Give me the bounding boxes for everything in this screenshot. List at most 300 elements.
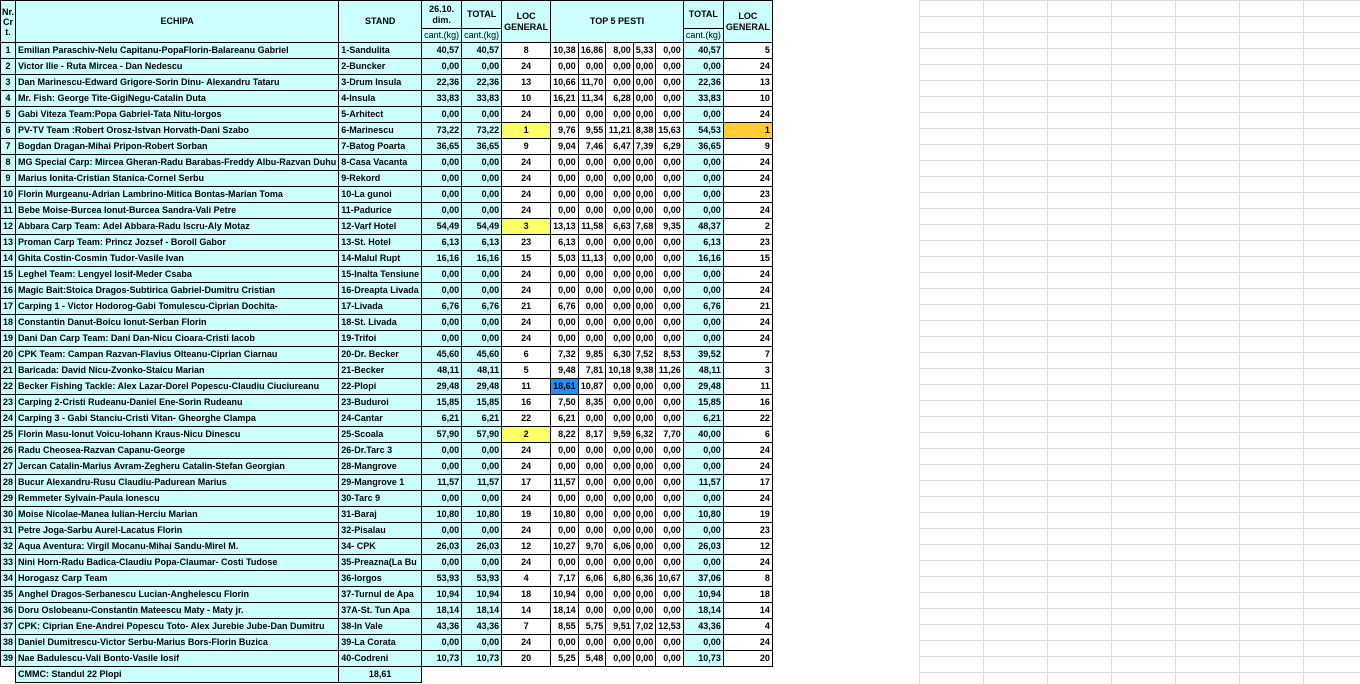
- cell-total-2[interactable]: 39,52: [683, 347, 723, 363]
- cell-fish-3[interactable]: 0,00: [606, 315, 634, 331]
- cell-fish-2[interactable]: 0,00: [578, 235, 606, 251]
- cell-fish-4[interactable]: 7,52: [633, 347, 656, 363]
- cell-fish-3[interactable]: 0,00: [606, 59, 634, 75]
- cell-fish-5[interactable]: 12,53: [656, 619, 684, 635]
- cell-fish-3[interactable]: 8,00: [606, 43, 634, 59]
- cell-fish-2[interactable]: 0,00: [578, 603, 606, 619]
- cell-loc-general-1[interactable]: 3: [502, 219, 551, 235]
- cell-fish-5[interactable]: 0,00: [656, 43, 684, 59]
- cell-nr[interactable]: 35: [1, 587, 16, 603]
- cell-fish-4[interactable]: 0,00: [633, 75, 656, 91]
- cell-total-2[interactable]: 43,36: [683, 619, 723, 635]
- cell-total-2[interactable]: 0,00: [683, 171, 723, 187]
- cell-stand[interactable]: 17-Livada: [339, 299, 422, 315]
- cell-loc-general-1[interactable]: 23: [502, 235, 551, 251]
- cell-stand[interactable]: 28-Mangrove: [339, 459, 422, 475]
- cell-fish-3[interactable]: 0,00: [606, 491, 634, 507]
- cell-loc-general-2[interactable]: 17: [723, 475, 772, 491]
- cell-fish-3[interactable]: 0,00: [606, 587, 634, 603]
- cell-loc-general-1[interactable]: 16: [502, 395, 551, 411]
- cell-fish-3[interactable]: 0,00: [606, 235, 634, 251]
- cell-total-2[interactable]: 6,76: [683, 299, 723, 315]
- cell-nr[interactable]: 4: [1, 91, 16, 107]
- cell-nr[interactable]: 13: [1, 235, 16, 251]
- cell-echipa[interactable]: Ghita Costin-Cosmin Tudor-Vasile Ivan: [16, 251, 339, 267]
- cell-fish-1[interactable]: 6,21: [551, 411, 579, 427]
- cell-date-qty[interactable]: 10,73: [422, 651, 462, 667]
- cell-loc-general-1[interactable]: 2: [502, 427, 551, 443]
- cell-fish-5[interactable]: 0,00: [656, 523, 684, 539]
- cell-echipa[interactable]: Petre Joga-Sarbu Aurel-Lacatus Florin: [16, 523, 339, 539]
- cell-echipa[interactable]: Nini Horn-Radu Badica-Claudiu Popa-Claumar- Costi Tudose: [16, 555, 339, 571]
- cell-fish-5[interactable]: 11,26: [656, 363, 684, 379]
- cell-loc-general-2[interactable]: 24: [723, 171, 772, 187]
- cell-fish-5[interactable]: 0,00: [656, 491, 684, 507]
- cell-fish-2[interactable]: 7,46: [578, 139, 606, 155]
- cell-loc-general-2[interactable]: 19: [723, 507, 772, 523]
- cell-date-qty[interactable]: 0,00: [422, 555, 462, 571]
- cell-date-qty[interactable]: 53,93: [422, 571, 462, 587]
- cell-fish-1[interactable]: 13,13: [551, 219, 579, 235]
- cell-echipa[interactable]: Radu Cheosea-Razvan Capanu-George: [16, 443, 339, 459]
- cell-stand[interactable]: 25-Scoala: [339, 427, 422, 443]
- cell-date-qty[interactable]: 40,57: [422, 43, 462, 59]
- cell-loc-general-1[interactable]: 7: [502, 619, 551, 635]
- cell-loc-general-2[interactable]: 6: [723, 427, 772, 443]
- cell-fish-1[interactable]: 10,27: [551, 539, 579, 555]
- cell-fish-2[interactable]: 0,00: [578, 171, 606, 187]
- cell-nr[interactable]: 26: [1, 443, 16, 459]
- cell-fish-5[interactable]: 0,00: [656, 267, 684, 283]
- cell-fish-3[interactable]: 0,00: [606, 155, 634, 171]
- cell-fish-2[interactable]: 9,85: [578, 347, 606, 363]
- cell-fish-3[interactable]: 0,00: [606, 379, 634, 395]
- cell-loc-general-1[interactable]: 22: [502, 411, 551, 427]
- cell-loc-general-1[interactable]: 10: [502, 91, 551, 107]
- cell-echipa[interactable]: Dan Marinescu-Edward Grigore-Sorin Dinu- Alexandru Tataru: [16, 75, 339, 91]
- cell-loc-general-1[interactable]: 13: [502, 75, 551, 91]
- cell-date-qty[interactable]: 36,65: [422, 139, 462, 155]
- cell-loc-general-1[interactable]: 24: [502, 523, 551, 539]
- cell-fish-2[interactable]: 16,86: [578, 43, 606, 59]
- cell-fish-2[interactable]: 0,00: [578, 203, 606, 219]
- cell-total-2[interactable]: 0,00: [683, 155, 723, 171]
- cell-fish-1[interactable]: 0,00: [551, 315, 579, 331]
- cell-total-2[interactable]: 22,36: [683, 75, 723, 91]
- cell-stand[interactable]: 7-Batog Poarta: [339, 139, 422, 155]
- cell-total-2[interactable]: 0,00: [683, 267, 723, 283]
- cell-nr[interactable]: 18: [1, 315, 16, 331]
- cell-loc-general-1[interactable]: 5: [502, 363, 551, 379]
- cell-fish-5[interactable]: 10,67: [656, 571, 684, 587]
- cell-echipa[interactable]: Aqua Aventura: Virgil Mocanu-Mihai Sandu-Mirel M.: [16, 539, 339, 555]
- cell-date-qty[interactable]: 48,11: [422, 363, 462, 379]
- cell-fish-1[interactable]: 16,21: [551, 91, 579, 107]
- cell-total-1[interactable]: 6,21: [462, 411, 502, 427]
- cell-date-qty[interactable]: 26,03: [422, 539, 462, 555]
- cell-echipa[interactable]: Dani Dan Carp Team: Dani Dan-Nicu Cioara-Cristi Iacob: [16, 331, 339, 347]
- cell-fish-2[interactable]: 0,00: [578, 459, 606, 475]
- cell-fish-3[interactable]: 6,28: [606, 91, 634, 107]
- cell-stand[interactable]: 38-In Vale: [339, 619, 422, 635]
- cell-fish-1[interactable]: 11,57: [551, 475, 579, 491]
- cell-total-1[interactable]: 0,00: [462, 203, 502, 219]
- cell-loc-general-2[interactable]: 18: [723, 587, 772, 603]
- cell-fish-2[interactable]: 0,00: [578, 107, 606, 123]
- cell-fish-1[interactable]: 8,22: [551, 427, 579, 443]
- cell-nr[interactable]: 17: [1, 299, 16, 315]
- cell-nr[interactable]: 16: [1, 283, 16, 299]
- cell-echipa[interactable]: Mr. Fish: George Tite-GigiNegu-Catalin Duta: [16, 91, 339, 107]
- cell-total-2[interactable]: 0,00: [683, 283, 723, 299]
- cell-fish-2[interactable]: 11,34: [578, 91, 606, 107]
- cell-fish-1[interactable]: 0,00: [551, 555, 579, 571]
- cell-loc-general-2[interactable]: 14: [723, 603, 772, 619]
- cell-loc-general-2[interactable]: 5: [723, 43, 772, 59]
- cell-fish-2[interactable]: 11,13: [578, 251, 606, 267]
- cell-fish-1[interactable]: 7,50: [551, 395, 579, 411]
- cell-fish-1[interactable]: 5,03: [551, 251, 579, 267]
- cell-nr[interactable]: 8: [1, 155, 16, 171]
- cell-loc-general-2[interactable]: 10: [723, 91, 772, 107]
- cell-fish-4[interactable]: 0,00: [633, 187, 656, 203]
- cell-fish-1[interactable]: 18,14: [551, 603, 579, 619]
- cell-nr[interactable]: 21: [1, 363, 16, 379]
- cell-loc-general-1[interactable]: 24: [502, 187, 551, 203]
- cell-fish-4[interactable]: 0,00: [633, 395, 656, 411]
- cell-loc-general-1[interactable]: 24: [502, 443, 551, 459]
- cell-fish-4[interactable]: 0,00: [633, 171, 656, 187]
- cell-total-1[interactable]: 15,85: [462, 395, 502, 411]
- cell-fish-1[interactable]: 9,48: [551, 363, 579, 379]
- cell-date-qty[interactable]: 45,60: [422, 347, 462, 363]
- cell-stand[interactable]: 34- CPK: [339, 539, 422, 555]
- cell-fish-4[interactable]: 0,00: [633, 459, 656, 475]
- cell-date-qty[interactable]: 0,00: [422, 283, 462, 299]
- cell-echipa[interactable]: Victor Ilie - Ruta Mircea - Dan Nedescu: [16, 59, 339, 75]
- cell-loc-general-2[interactable]: 24: [723, 267, 772, 283]
- cell-echipa[interactable]: Anghel Dragos-Serbanescu Lucian-Anghelescu Florin: [16, 587, 339, 603]
- cell-nr[interactable]: 24: [1, 411, 16, 427]
- cell-total-1[interactable]: 11,57: [462, 475, 502, 491]
- cell-stand[interactable]: 39-La Corata: [339, 635, 422, 651]
- cell-fish-5[interactable]: 6,29: [656, 139, 684, 155]
- cell-date-qty[interactable]: 29,48: [422, 379, 462, 395]
- cell-loc-general-2[interactable]: 22: [723, 411, 772, 427]
- cell-fish-2[interactable]: 0,00: [578, 587, 606, 603]
- cell-fish-4[interactable]: 0,00: [633, 587, 656, 603]
- cell-echipa[interactable]: Jercan Catalin-Marius Avram-Zegheru Catalin-Stefan Georgian: [16, 459, 339, 475]
- cell-fish-4[interactable]: 0,00: [633, 59, 656, 75]
- cell-date-qty[interactable]: 11,57: [422, 475, 462, 491]
- cell-fish-5[interactable]: 0,00: [656, 459, 684, 475]
- cell-fish-2[interactable]: 6,06: [578, 571, 606, 587]
- cell-fish-4[interactable]: 0,00: [633, 331, 656, 347]
- cell-total-1[interactable]: 0,00: [462, 171, 502, 187]
- cell-fish-3[interactable]: 0,00: [606, 523, 634, 539]
- cell-total-1[interactable]: 26,03: [462, 539, 502, 555]
- cell-total-1[interactable]: 0,00: [462, 523, 502, 539]
- cell-nr[interactable]: 5: [1, 107, 16, 123]
- cell-stand[interactable]: 4-Insula: [339, 91, 422, 107]
- cell-loc-general-2[interactable]: 12: [723, 539, 772, 555]
- cell-fish-4[interactable]: 0,00: [633, 235, 656, 251]
- cell-nr[interactable]: 38: [1, 635, 16, 651]
- cell-fish-1[interactable]: 10,66: [551, 75, 579, 91]
- cell-fish-1[interactable]: 6,76: [551, 299, 579, 315]
- cell-total-1[interactable]: 0,00: [462, 459, 502, 475]
- cell-fish-5[interactable]: 0,00: [656, 203, 684, 219]
- cell-loc-general-2[interactable]: 24: [723, 555, 772, 571]
- footer-value[interactable]: 18,61: [339, 667, 422, 683]
- cell-date-qty[interactable]: 0,00: [422, 443, 462, 459]
- cell-fish-4[interactable]: 0,00: [633, 539, 656, 555]
- cell-nr[interactable]: 30: [1, 507, 16, 523]
- cell-fish-2[interactable]: 0,00: [578, 555, 606, 571]
- cell-date-qty[interactable]: 0,00: [422, 107, 462, 123]
- cell-loc-general-2[interactable]: 24: [723, 635, 772, 651]
- cell-nr[interactable]: 3: [1, 75, 16, 91]
- cell-fish-2[interactable]: 0,00: [578, 187, 606, 203]
- cell-echipa[interactable]: Magic Bait:Stoica Dragos-Subtirica Gabriel-Dumitru Cristian: [16, 283, 339, 299]
- cell-fish-1[interactable]: 0,00: [551, 331, 579, 347]
- cell-fish-4[interactable]: 0,00: [633, 523, 656, 539]
- cell-stand[interactable]: 13-St. Hotel: [339, 235, 422, 251]
- cell-loc-general-2[interactable]: 24: [723, 443, 772, 459]
- cell-total-2[interactable]: 48,37: [683, 219, 723, 235]
- cell-nr[interactable]: 29: [1, 491, 16, 507]
- cell-loc-general-2[interactable]: 13: [723, 75, 772, 91]
- cell-fish-5[interactable]: 0,00: [656, 331, 684, 347]
- cell-loc-general-1[interactable]: 24: [502, 331, 551, 347]
- cell-loc-general-2[interactable]: 8: [723, 571, 772, 587]
- cell-date-qty[interactable]: 0,00: [422, 635, 462, 651]
- cell-stand[interactable]: 31-Baraj: [339, 507, 422, 523]
- cell-fish-3[interactable]: 0,00: [606, 187, 634, 203]
- cell-fish-1[interactable]: 0,00: [551, 491, 579, 507]
- cell-echipa[interactable]: Florin Murgeanu-Adrian Lambrino-Mitica Bontas-Marian Toma: [16, 187, 339, 203]
- cell-loc-general-2[interactable]: 11: [723, 379, 772, 395]
- cell-loc-general-1[interactable]: 24: [502, 203, 551, 219]
- cell-date-qty[interactable]: 0,00: [422, 171, 462, 187]
- cell-fish-3[interactable]: 0,00: [606, 555, 634, 571]
- cell-echipa[interactable]: Doru Oslobeanu-Constantin Mateescu Maty - Maty jr.: [16, 603, 339, 619]
- cell-fish-5[interactable]: 0,00: [656, 411, 684, 427]
- cell-fish-1[interactable]: 9,04: [551, 139, 579, 155]
- cell-date-qty[interactable]: 6,13: [422, 235, 462, 251]
- cell-loc-general-2[interactable]: 23: [723, 523, 772, 539]
- cell-stand[interactable]: 9-Rekord: [339, 171, 422, 187]
- cell-total-1[interactable]: 0,00: [462, 491, 502, 507]
- cell-total-1[interactable]: 36,65: [462, 139, 502, 155]
- cell-stand[interactable]: 14-Malul Rupt: [339, 251, 422, 267]
- cell-nr[interactable]: 37: [1, 619, 16, 635]
- cell-loc-general-1[interactable]: 17: [502, 475, 551, 491]
- cell-total-1[interactable]: 0,00: [462, 635, 502, 651]
- cell-loc-general-1[interactable]: 24: [502, 459, 551, 475]
- cell-total-2[interactable]: 36,65: [683, 139, 723, 155]
- cell-stand[interactable]: 18-St. Livada: [339, 315, 422, 331]
- cell-loc-general-1[interactable]: 6: [502, 347, 551, 363]
- cell-fish-2[interactable]: 0,00: [578, 507, 606, 523]
- cell-stand[interactable]: 35-Preazna(La Bu: [339, 555, 422, 571]
- cell-fish-3[interactable]: 0,00: [606, 651, 634, 667]
- cell-nr[interactable]: 7: [1, 139, 16, 155]
- cell-fish-4[interactable]: 9,38: [633, 363, 656, 379]
- cell-nr[interactable]: 33: [1, 555, 16, 571]
- cell-loc-general-1[interactable]: 24: [502, 171, 551, 187]
- cell-fish-1[interactable]: 0,00: [551, 107, 579, 123]
- cell-nr[interactable]: 28: [1, 475, 16, 491]
- cell-fish-3[interactable]: 6,06: [606, 539, 634, 555]
- cell-fish-1[interactable]: 10,38: [551, 43, 579, 59]
- cell-fish-2[interactable]: 0,00: [578, 475, 606, 491]
- cell-loc-general-1[interactable]: 9: [502, 139, 551, 155]
- cell-total-2[interactable]: 0,00: [683, 107, 723, 123]
- cell-nr[interactable]: 25: [1, 427, 16, 443]
- cell-fish-5[interactable]: 0,00: [656, 507, 684, 523]
- cell-loc-general-2[interactable]: 23: [723, 187, 772, 203]
- cell-fish-1[interactable]: 0,00: [551, 283, 579, 299]
- cell-total-1[interactable]: 43,36: [462, 619, 502, 635]
- cell-loc-general-2[interactable]: 24: [723, 315, 772, 331]
- cell-stand[interactable]: 30-Tarc 9: [339, 491, 422, 507]
- cell-fish-2[interactable]: 11,70: [578, 75, 606, 91]
- cell-fish-4[interactable]: 0,00: [633, 283, 656, 299]
- cell-fish-4[interactable]: 0,00: [633, 411, 656, 427]
- cell-total-2[interactable]: 0,00: [683, 187, 723, 203]
- cell-loc-general-2[interactable]: 24: [723, 283, 772, 299]
- cell-nr[interactable]: 10: [1, 187, 16, 203]
- cell-fish-5[interactable]: 8,53: [656, 347, 684, 363]
- cell-total-2[interactable]: 10,73: [683, 651, 723, 667]
- cell-echipa[interactable]: Moise Nicolae-Manea Iulian-Herciu Marian: [16, 507, 339, 523]
- cell-fish-3[interactable]: 0,00: [606, 459, 634, 475]
- cell-nr[interactable]: 34: [1, 571, 16, 587]
- cell-stand[interactable]: 16-Dreapta Livada: [339, 283, 422, 299]
- cell-total-2[interactable]: 33,83: [683, 91, 723, 107]
- cell-date-qty[interactable]: 6,76: [422, 299, 462, 315]
- cell-fish-4[interactable]: 0,00: [633, 475, 656, 491]
- cell-stand[interactable]: 36-Iorgos: [339, 571, 422, 587]
- cell-stand[interactable]: 3-Drum Insula: [339, 75, 422, 91]
- cell-fish-2[interactable]: 8,17: [578, 427, 606, 443]
- cell-total-1[interactable]: 53,93: [462, 571, 502, 587]
- cell-fish-3[interactable]: 6,63: [606, 219, 634, 235]
- cell-total-1[interactable]: 0,00: [462, 155, 502, 171]
- cell-echipa[interactable]: Gabi Viteza Team:Popa Gabriel-Tata Nitu-Iorgos: [16, 107, 339, 123]
- cell-total-1[interactable]: 0,00: [462, 315, 502, 331]
- cell-total-1[interactable]: 45,60: [462, 347, 502, 363]
- cell-nr[interactable]: 27: [1, 459, 16, 475]
- cell-loc-general-2[interactable]: 24: [723, 203, 772, 219]
- cell-stand[interactable]: 2-Buncker: [339, 59, 422, 75]
- cell-fish-2[interactable]: 0,00: [578, 155, 606, 171]
- cell-total-2[interactable]: 16,16: [683, 251, 723, 267]
- cell-fish-1[interactable]: 10,80: [551, 507, 579, 523]
- cell-fish-5[interactable]: 0,00: [656, 603, 684, 619]
- cell-echipa[interactable]: CPK Team: Campan Razvan-Flavius Olteanu-Ciprian Ciarnau: [16, 347, 339, 363]
- cell-stand[interactable]: 29-Mangrove 1: [339, 475, 422, 491]
- cell-date-qty[interactable]: 57,90: [422, 427, 462, 443]
- cell-loc-general-1[interactable]: 14: [502, 603, 551, 619]
- cell-stand[interactable]: 32-Pisalau: [339, 523, 422, 539]
- cell-total-2[interactable]: 11,57: [683, 475, 723, 491]
- cell-fish-3[interactable]: 0,00: [606, 443, 634, 459]
- cell-loc-general-1[interactable]: 24: [502, 555, 551, 571]
- cell-loc-general-2[interactable]: 24: [723, 459, 772, 475]
- cell-total-1[interactable]: 18,14: [462, 603, 502, 619]
- cell-fish-1[interactable]: 8,55: [551, 619, 579, 635]
- cell-echipa[interactable]: Bebe Moise-Burcea Ionut-Burcea Sandra-Vali Petre: [16, 203, 339, 219]
- cell-stand[interactable]: 20-Dr. Becker: [339, 347, 422, 363]
- cell-fish-3[interactable]: 0,00: [606, 267, 634, 283]
- cell-fish-3[interactable]: 0,00: [606, 411, 634, 427]
- cell-date-qty[interactable]: 43,36: [422, 619, 462, 635]
- cell-echipa[interactable]: Bucur Alexandru-Rusu Claudiu-Padurean Marius: [16, 475, 339, 491]
- cell-fish-2[interactable]: 5,75: [578, 619, 606, 635]
- cell-loc-general-1[interactable]: 21: [502, 299, 551, 315]
- cell-nr[interactable]: 2: [1, 59, 16, 75]
- cell-total-1[interactable]: 0,00: [462, 187, 502, 203]
- cell-total-2[interactable]: 48,11: [683, 363, 723, 379]
- cell-fish-4[interactable]: 0,00: [633, 203, 656, 219]
- cell-loc-general-2[interactable]: 15: [723, 251, 772, 267]
- cell-total-2[interactable]: 6,21: [683, 411, 723, 427]
- cell-nr[interactable]: 11: [1, 203, 16, 219]
- cell-fish-1[interactable]: 0,00: [551, 267, 579, 283]
- cell-fish-5[interactable]: 0,00: [656, 395, 684, 411]
- cell-fish-3[interactable]: 6,30: [606, 347, 634, 363]
- cell-total-2[interactable]: 6,13: [683, 235, 723, 251]
- cell-fish-5[interactable]: 0,00: [656, 155, 684, 171]
- cell-fish-5[interactable]: 0,00: [656, 187, 684, 203]
- cell-date-qty[interactable]: 0,00: [422, 491, 462, 507]
- footer-label[interactable]: CMMC: Standul 22 Plopi: [16, 667, 339, 683]
- cell-fish-4[interactable]: 0,00: [633, 91, 656, 107]
- cell-total-1[interactable]: 0,00: [462, 555, 502, 571]
- cell-echipa[interactable]: Remmeter Sylvain-Paula Ionescu: [16, 491, 339, 507]
- cell-date-qty[interactable]: 54,49: [422, 219, 462, 235]
- cell-loc-general-1[interactable]: 19: [502, 507, 551, 523]
- cell-total-2[interactable]: 0,00: [683, 635, 723, 651]
- cell-fish-3[interactable]: 0,00: [606, 283, 634, 299]
- cell-loc-general-1[interactable]: 18: [502, 587, 551, 603]
- cell-loc-general-1[interactable]: 24: [502, 155, 551, 171]
- cell-fish-3[interactable]: 0,00: [606, 507, 634, 523]
- cell-fish-4[interactable]: 0,00: [633, 267, 656, 283]
- cell-fish-5[interactable]: 0,00: [656, 475, 684, 491]
- cell-fish-5[interactable]: 0,00: [656, 443, 684, 459]
- cell-date-qty[interactable]: 0,00: [422, 59, 462, 75]
- cell-fish-3[interactable]: 0,00: [606, 475, 634, 491]
- cell-echipa[interactable]: CPK: Ciprian Ene-Andrei Popescu Toto- Alex Jurebie Jube-Dan Dumitru: [16, 619, 339, 635]
- cell-fish-2[interactable]: 0,00: [578, 523, 606, 539]
- cell-fish-2[interactable]: 0,00: [578, 315, 606, 331]
- cell-total-2[interactable]: 40,57: [683, 43, 723, 59]
- cell-nr[interactable]: 15: [1, 267, 16, 283]
- cell-fish-3[interactable]: 10,18: [606, 363, 634, 379]
- cell-fish-1[interactable]: 0,00: [551, 523, 579, 539]
- cell-date-qty[interactable]: 0,00: [422, 267, 462, 283]
- cell-fish-3[interactable]: 6,47: [606, 139, 634, 155]
- cell-fish-3[interactable]: 0,00: [606, 395, 634, 411]
- cell-loc-general-2[interactable]: 24: [723, 107, 772, 123]
- cell-date-qty[interactable]: 22,36: [422, 75, 462, 91]
- cell-total-1[interactable]: 0,00: [462, 107, 502, 123]
- cell-echipa[interactable]: Leghel Team: Lengyel Iosif-Meder Csaba: [16, 267, 339, 283]
- cell-loc-general-2[interactable]: 20: [723, 651, 772, 667]
